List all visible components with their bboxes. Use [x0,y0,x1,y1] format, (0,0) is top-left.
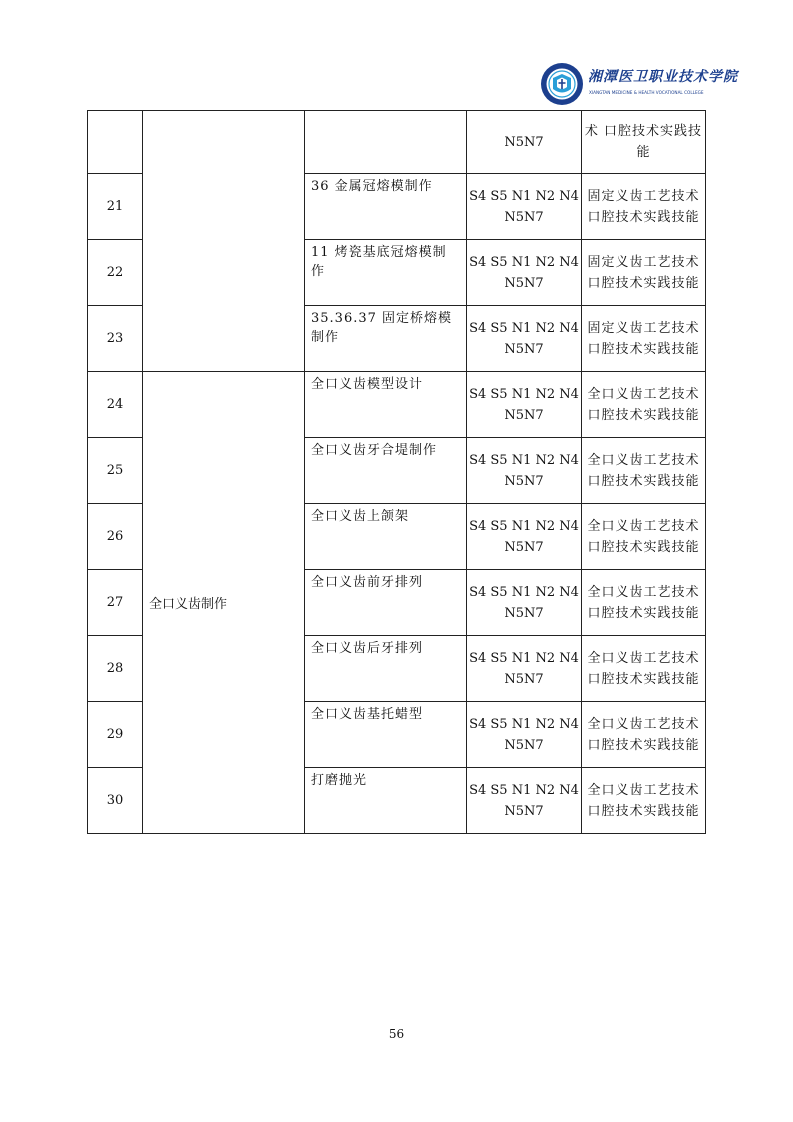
no-cell [88,111,143,174]
item-name: 全口义齿模型设计 [305,372,467,438]
course-name: 全口义齿工艺技术 口腔技术实践技能 [582,372,706,438]
ability-codes: S4 S5 N1 N2 N4 N5N7 [467,636,582,702]
category-cell [143,111,305,372]
row-number: 21 [88,174,143,240]
ability-codes: S4 S5 N1 N2 N4 N5N7 [467,702,582,768]
row-number: 26 [88,504,143,570]
course-name: 固定义齿工艺技术 口腔技术实践技能 [582,306,706,372]
course-cell: 术 口腔技术实践技能 [582,111,706,174]
college-name-en: XIANGTAN MEDICINE & HEALTH VOCATIONAL COLLEGE [589,90,704,95]
course-name: 全口义齿工艺技术 口腔技术实践技能 [582,438,706,504]
row-number: 24 [88,372,143,438]
course-name: 固定义齿工艺技术 口腔技术实践技能 [582,240,706,306]
ability-codes: S4 S5 N1 N2 N4 N5N7 [467,768,582,834]
category-cell: 全口义齿制作 [143,372,305,834]
row-number: 29 [88,702,143,768]
codes-cell: N5N7 [467,111,582,174]
ability-codes: S4 S5 N1 N2 N4 N5N7 [467,174,582,240]
practice-items-table [87,110,706,834]
course-name: 全口义齿工艺技术 口腔技术实践技能 [582,636,706,702]
table-row [88,372,706,438]
row-number: 23 [88,306,143,372]
ability-codes: S4 S5 N1 N2 N4 N5N7 [467,438,582,504]
item-name: 全口义齿牙合堤制作 [305,438,467,504]
row-number: 27 [88,570,143,636]
college-logo [540,62,738,106]
college-emblem-icon [540,62,584,106]
item-name: 全口义齿后牙排列 [305,636,467,702]
row-number: 28 [88,636,143,702]
ability-codes: S4 S5 N1 N2 N4 N5N7 [467,372,582,438]
row-number: 30 [88,768,143,834]
item-name: 全口义齿前牙排列 [305,570,467,636]
course-name: 全口义齿工艺技术 口腔技术实践技能 [582,768,706,834]
row-number: 22 [88,240,143,306]
page-number: 56 [388,1027,405,1041]
table-row-continued [88,111,706,174]
course-name: 固定义齿工艺技术 口腔技术实践技能 [582,174,706,240]
course-name: 全口义齿工艺技术 口腔技术实践技能 [582,504,706,570]
item-cell [305,111,467,174]
item-name: 35.36.37 固定桥熔模制作 [305,306,467,372]
item-name: 全口义齿上颌架 [305,504,467,570]
ability-codes: S4 S5 N1 N2 N4 N5N7 [467,570,582,636]
ability-codes: S4 S5 N1 N2 N4 N5N7 [467,240,582,306]
row-number: 25 [88,438,143,504]
item-name: 打磨抛光 [305,768,467,834]
ability-codes: S4 S5 N1 N2 N4 N5N7 [467,504,582,570]
ability-codes: S4 S5 N1 N2 N4 N5N7 [467,306,582,372]
course-name: 全口义齿工艺技术 口腔技术实践技能 [582,702,706,768]
item-name: 11 烤瓷基底冠熔模制作 [305,240,467,306]
item-name: 36 金属冠熔模制作 [305,174,467,240]
college-name-cn: 湘潭医卫职业技术学院 [588,69,738,85]
item-name: 全口义齿基托蜡型 [305,702,467,768]
course-name: 全口义齿工艺技术 口腔技术实践技能 [582,570,706,636]
